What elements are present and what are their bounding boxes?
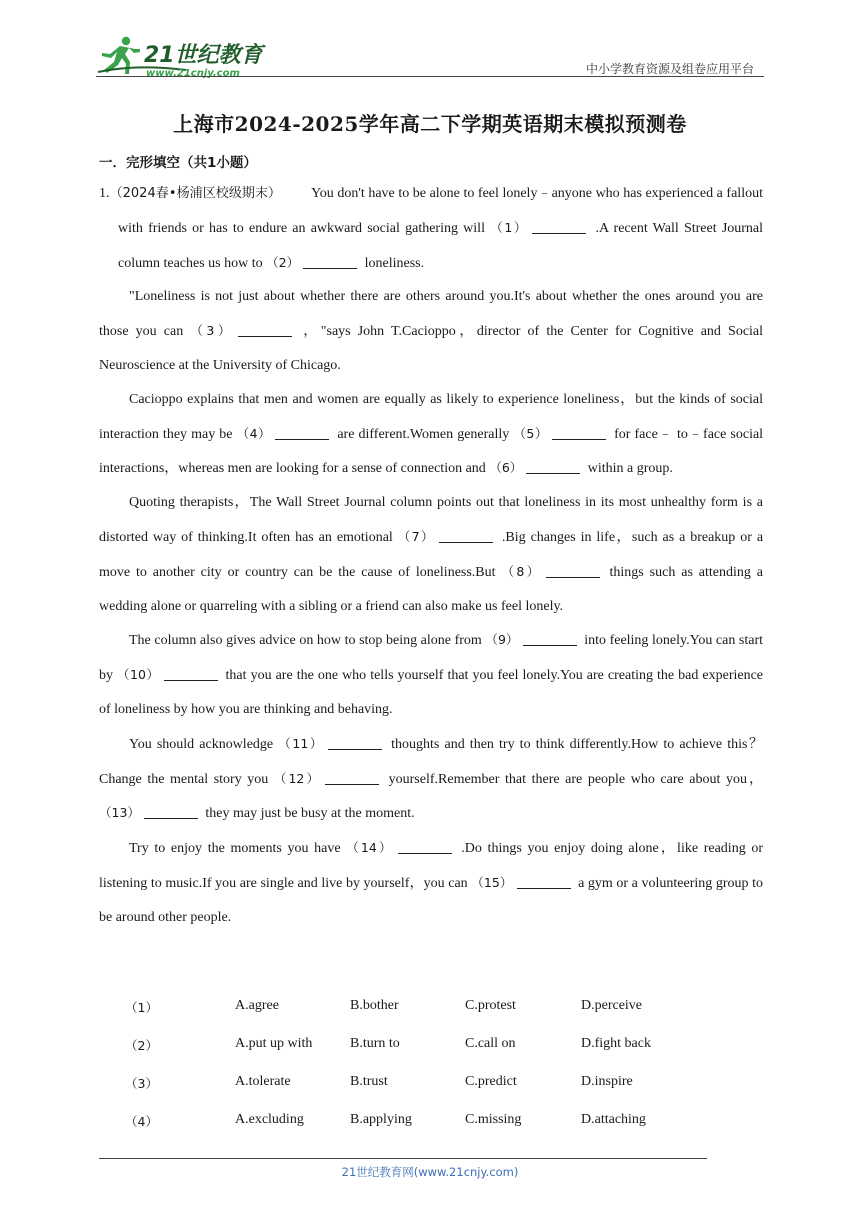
blank-number: （8）	[501, 563, 542, 579]
blank-number: （15）	[471, 874, 513, 890]
blank-number: （13）	[99, 805, 140, 821]
option-a[interactable]: A.agree	[235, 998, 279, 1013]
blank[interactable]	[328, 735, 382, 750]
paragraph-6: You should acknowledge （11） thoughts and then try to think differently.How to achieve this？Change the mental story you （12） yourself.Remember that there are people who care about you， （13） they may just be busy at the moment.	[99, 735, 764, 822]
option-a[interactable]: A.excluding	[235, 1112, 304, 1127]
site-logo	[96, 34, 266, 78]
paragraph-7: Try to enjoy the moments you have （14） .Do things you enjoy doing alone，like reading or listening to music.If you are single and live by yourself，you can （15） a gym or a volunteering group to be around other people.	[99, 840, 764, 925]
question-source: （2024春•杨浦区校级期末）	[109, 186, 282, 201]
option-b[interactable]: B.trust	[350, 1074, 388, 1089]
option-row	[125, 990, 725, 1028]
option-b[interactable]: B.bother	[350, 998, 399, 1013]
option-row	[125, 1066, 725, 1104]
runner-logo-icon	[96, 34, 266, 78]
blank-number: （11）	[278, 735, 325, 751]
blank[interactable]	[532, 219, 586, 234]
option-a[interactable]: A.put up with	[235, 1036, 313, 1051]
blank[interactable]	[439, 528, 493, 543]
blank-number: （9）	[485, 632, 519, 648]
blank[interactable]	[144, 804, 198, 819]
option-c[interactable]: C.call on	[465, 1036, 516, 1051]
option-c[interactable]: C.missing	[465, 1112, 522, 1127]
blank[interactable]	[275, 425, 329, 440]
option-d[interactable]: D.attaching	[581, 1112, 646, 1127]
paragraph-1: 1.（2024春•杨浦区校级期末） You don't have to be alone to feel lonely﹣anyone who has experienced a fallout with friends or has to endure an awkward social gathering will （1） .A recent Wall Street Journal column teaches us how to （2） loneliness.	[99, 186, 764, 271]
svg-text:www.21cnjy.com: www.21cnjy.com	[146, 68, 240, 78]
section-heading: 一．完形填空（共1小题）	[99, 155, 257, 171]
blank[interactable]	[526, 459, 580, 474]
blank-number: （1）	[490, 219, 529, 235]
svg-text:21世纪教育: 21世纪教育	[144, 43, 263, 68]
blank[interactable]	[325, 770, 379, 785]
blank-number: （12）	[273, 770, 322, 786]
blank[interactable]	[303, 254, 357, 269]
option-b[interactable]: B.applying	[350, 1112, 412, 1127]
option-b[interactable]: B.turn to	[350, 1036, 400, 1051]
paragraph-2: "Loneliness is not just about whether there are others around you.It's about whether the ones around you are those you can （3） ，"says John T.Cacioppo，director of the Center for Cognitive and Social Neuroscience at the University of Chicago.	[99, 289, 764, 373]
option-number: （2）	[125, 1038, 158, 1053]
blank-number: （4）	[236, 425, 272, 441]
paragraph-4: Quoting therapists，The Wall Street Journal column points out that loneliness in its most unhealthy form is a distorted way of thinking.It often has an emotional （7） .Big changes in life，such as a breakup or a move to another city or country can be the cause of loneliness.But （8） things such as attending a wedding alone or quarreling with a sibling or a friend can also make us feel lonely.	[99, 495, 764, 614]
page-title: 上海市2024-2025学年高二下学期英语期末模拟预测卷	[173, 112, 687, 136]
option-d[interactable]: D.inspire	[581, 1074, 633, 1089]
footer-divider	[99, 1158, 707, 1159]
blank-number: （7）	[397, 528, 435, 544]
option-row	[125, 1028, 725, 1066]
cloze-passage	[99, 177, 763, 935]
blank-number: （2）	[266, 254, 300, 270]
option-c[interactable]: C.predict	[465, 1074, 517, 1089]
option-number: （3）	[125, 1076, 158, 1091]
answer-options	[125, 990, 725, 1142]
blank[interactable]	[552, 425, 606, 440]
option-c[interactable]: C.protest	[465, 998, 516, 1013]
blank-number: （3）	[190, 323, 235, 339]
paragraph-3: Cacioppo explains that men and women are equally as likely to experience loneliness，but the kinds of social interaction they may be （4） are different.Women generally （5） for face﹣ to﹣face social interactions，whereas men are looking for a sense of connection and （6） within a group.	[99, 391, 764, 477]
blank-number: （14）	[346, 840, 394, 856]
question-number: 1.	[99, 186, 110, 201]
platform-name: 中小学教育资源及组卷应用平台	[585, 62, 754, 76]
blank[interactable]	[398, 839, 452, 854]
option-d[interactable]: D.perceive	[581, 998, 643, 1013]
paragraph-5: The column also gives advice on how to stop being alone from （9） into feeling lonely.You can start by （10） that you are the one who tells yourself that you feel lonely.You are creating the bad experience of loneliness by how you are thinking and behaving.	[99, 632, 764, 717]
blank-number: （5）	[513, 425, 549, 441]
blank[interactable]	[517, 874, 571, 889]
blank-number: （10）	[117, 667, 160, 683]
option-a[interactable]: A.tolerate	[235, 1074, 291, 1089]
page-footer[interactable]: 21世纪教育网(www.21cnjy.com)	[341, 1165, 519, 1179]
option-d[interactable]: D.fight back	[581, 1036, 651, 1051]
header-divider	[96, 76, 764, 77]
blank[interactable]	[523, 631, 577, 646]
blank-number: （6）	[489, 460, 523, 476]
option-number: （1）	[125, 1000, 158, 1015]
page-header	[96, 30, 764, 78]
blank[interactable]	[546, 563, 600, 578]
option-number: （4）	[125, 1114, 158, 1129]
blank[interactable]	[238, 322, 292, 337]
option-row	[125, 1104, 725, 1142]
blank[interactable]	[164, 666, 218, 681]
